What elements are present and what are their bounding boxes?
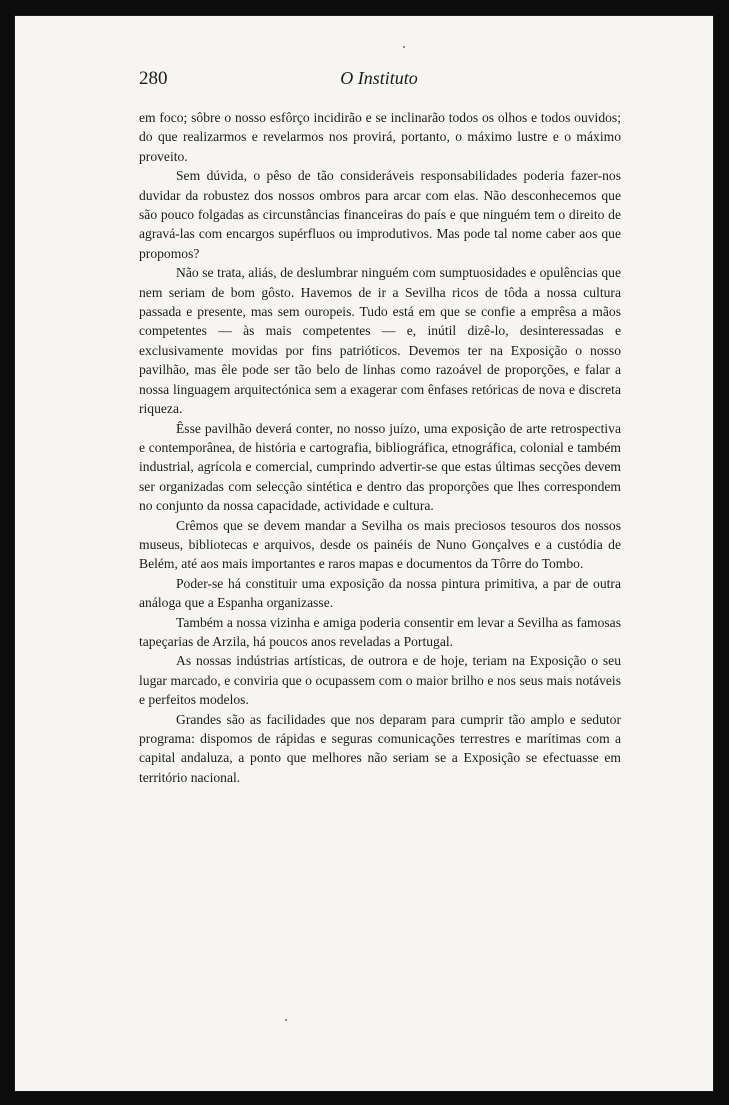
scan-speck — [285, 1019, 287, 1021]
paragraph-7: Também a nossa vizinha e amiga poderia consentir em levar a Sevilha as famosas tapeçarias de Arzila, há poucos anos reveladas a Portugal. — [139, 614, 621, 649]
paragraph-8: As nossas indústrias artísticas, de outrora e de hoje, teriam na Exposição o seu lugar marcado, e conviria que o ocupassem com o maior brilho e nos seus mais notáveis e perfeitos modelos. — [139, 653, 621, 708]
running-title: O Instituto — [340, 68, 418, 88]
page-number: 280 — [139, 68, 168, 89]
paragraph-1: em foco; sôbre o nosso esfôrço incidirão e se inclinarão todos os olhos e todos ouvidos; do que realizarmos e revelarmos nos provirá, portanto, o máximo lustre e o máximo proveito. — [139, 110, 621, 164]
paragraph-6: Poder-se há constituir uma exposição da nossa pintura primitiva, a par de outra análoga que a Espanha organizasse. — [139, 575, 621, 611]
paragraph-9: Grandes são as facilidades que nos deparam para cumprir tão amplo e sedutor programa: dispomos de rápidas e seguras comunicações terrestres e marítimas com a capital andaluza, a ponto que melhores não seriam se a Exposição se efectuasse em território nacional. — [139, 711, 621, 785]
paragraph-3: Não se trata, aliás, de deslumbrar ninguém com sumptuosidades e opulências que nem seriam de bom gôsto. Havemos de ir a Sevilha ricos de tôda a nossa cultura passada e presente, mas sem ouropeis. Tudo está em que se confie a emprêsa a mãos competentes — às mais competentes — e, inútil dizê-lo, desinteressadas e exclusivamente movidas por fins patrióticos. Devemos ter na Exposição o nosso pavilhão, mas êle pode ser tão belo de linhas como razoável de proporções, e falar a nossa linguagem arquitectónica sem a exagerar com ênfases retóricas de nova e discreta riqueza. — [139, 265, 621, 417]
paragraph-4: Êsse pavilhão deverá conter, no nosso juízo, uma exposição de arte retrospectiva e contemporânea, de história e cartografia, bibliográfica, etnográfica, colonial e também industrial, agrícola e comercial, cumprindo advertir-se que estas últimas secções devem ser organizadas com selecção sintética e dentro das proporções que lhes correspondem no conjunto da nossa capacidade, actividade e cultura. — [139, 420, 621, 514]
page-header — [139, 68, 619, 92]
paragraph-2: Sem dúvida, o pêso de tão consideráveis responsabilidades poderia fazer-nos duvidar da robustez dos nossos ombros para arcar com elas. Não desconhecemos que são pouco folgadas as circunstâncias financeiras do país e que ninguém tem o direito de agravá-las com encargos supérfluos ou improdutivos. Mas pode tal nome caber aos que propomos? — [139, 168, 621, 261]
paragraph-5: Crêmos que se devem mandar a Sevilha os mais preciosos tesouros dos nossos museus, bibliotecas e arquivos, desde os painéis de Nuno Gonçalves e a custódia de Belém, até aos mais importantes e raros mapas e documentos da Tôrre do Tombo. — [139, 517, 621, 572]
scan-speck — [403, 46, 405, 48]
body-text — [139, 108, 621, 787]
